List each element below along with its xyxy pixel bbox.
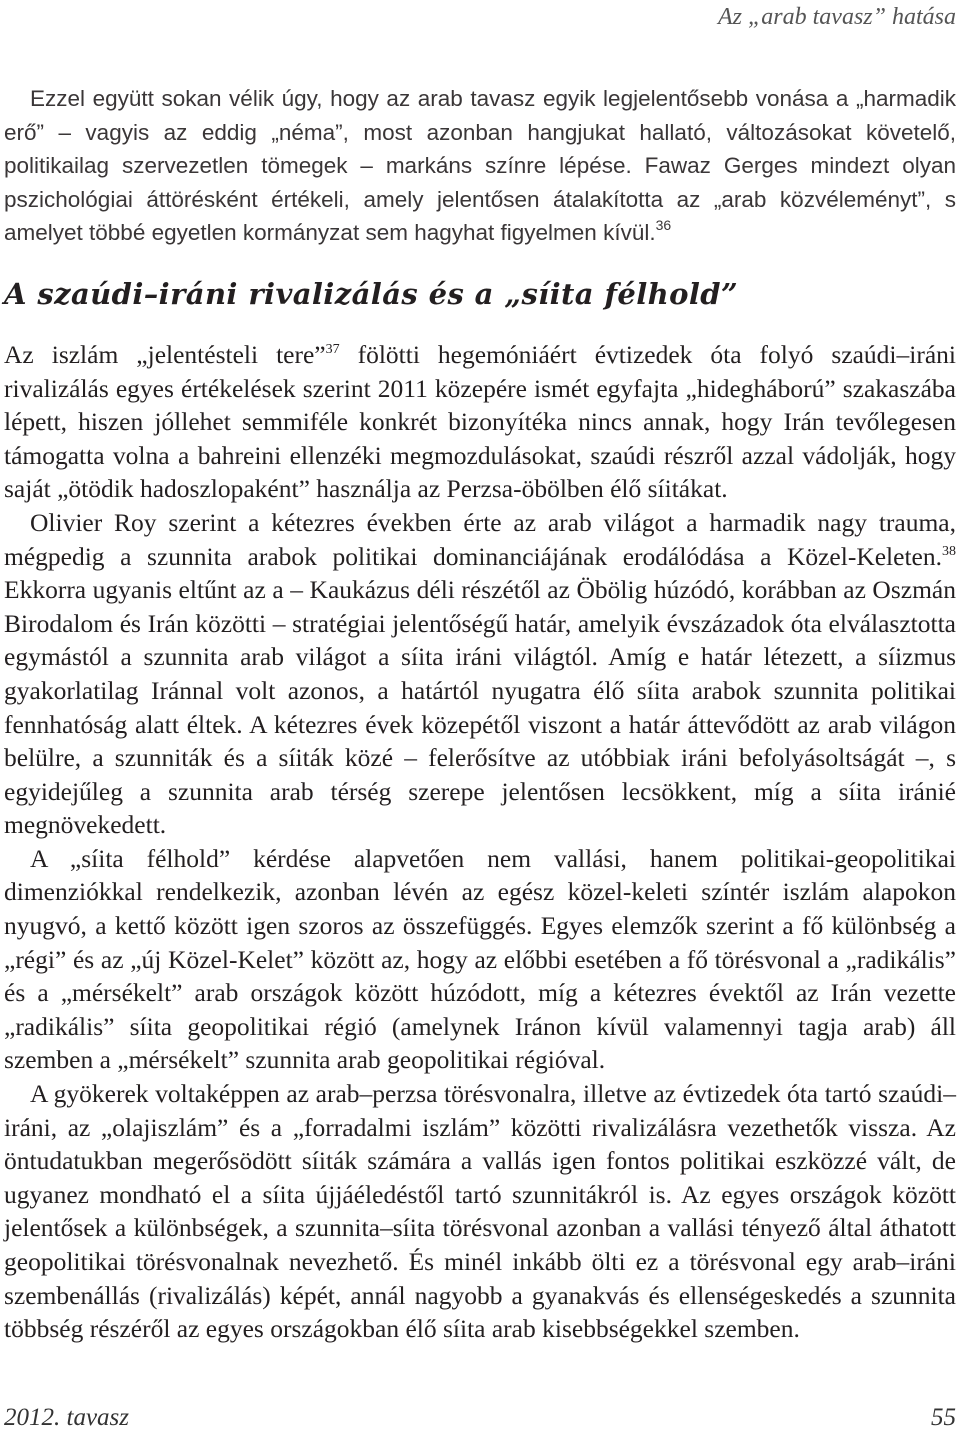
page-footer bbox=[4, 1404, 956, 1438]
paragraph-3 bbox=[4, 506, 956, 842]
article-body bbox=[4, 82, 956, 1346]
paragraph-3-rest: Ekkorra ugyanis eltűnt az a – Kaukázus déli részétől az Öbölig húzódó, korábban az Oszmán Birodalom és Irán közötti – stratégiai jelentőségű határ, amelyik évszázadok óta elválasztotta egymástól a szunnita arab világot a síita iráni világtól. Amíg e határ létezett, a síizmus gyakorlatilag Iránnal volt azonos, a határtól nyugatra élő síita arabok szunnita politikai fennhatóság alatt éltek. A kétezres évek közepétől viszont a határ áttevődött az arab világon belülre, a szunniták és a síiták közé – felerősítve az utóbbiak iráni befolyásoltságát –, s egyidejűleg a szunnita arab térség szerepe jelentősen lecsökkent, míg a síita iránié megnövekedett. bbox=[4, 575, 956, 840]
footnote-ref-38: 38 bbox=[942, 543, 956, 559]
paragraph-2-rest: fölötti hegemóniáért évtizedek óta folyó szaúdi–iráni rivalizálás egyes értékelések szerint 2011 közepére ismét egyfajta „hidegháború” szakaszába lépett, hiszen jóllehet semmiféle konkrét bizonyítéka nincs annak, hogy Irán tevőlegesen támogatta volna a bahreini ellenzéki megmozdulásokat, szaúdi részről azzal vádolják, hogy saját „ötödik hadoszlopaként” használja az Perzsa-öbölben élő síitákat. bbox=[4, 339, 956, 504]
section-heading: A szaúdi–iráni rivalizálás és a „síita félhold” bbox=[4, 276, 739, 311]
paragraph-5: A gyökerek voltaképpen az arab–perzsa törésvonalra, illetve az évtizedek óta tartó szaúdi–iráni, az „olajiszlám” és a „forradalmi iszlám” közötti rivalizálásra vezethetők vissza. Az öntudatukban megerősödött síiták számára a vallás igen fontos politikai eszközzé vált, de ugyanez mondható el a síita újjáéledéstől tartó szunnitákról is. Az egyes országok között jelentősek a különbségek, a szunnita–síita törésvonal azonban a vallási tényező által áthatott geopolitikai törésvonalnak nevezhető. És minél inkább ölti ez a törésvonal egy arab–iráni szembenállás (rivalizálás) képét, annál nagyobb a gyanakvás és ellenségeskedés a szunnita többség részéről az egyes országokban élő síita arab kisebbségekkel szemben. bbox=[4, 1079, 956, 1344]
page-number: 55 bbox=[931, 1404, 956, 1431]
footnote-ref-37: 37 bbox=[325, 341, 340, 357]
intro-paragraph bbox=[4, 82, 956, 250]
paragraph-4: A „síita félhold” kérdése alapvetően nem vallási, hanem politikai-geopolitikai dimenziókkal rendelkezik, azonban lévén az egész közel-keleti színtér iszlám alapokon nyugvó, a kettő között igen szoros az összefüggés. Egyes elemzők szerint a fő különbség a „régi” és az „új Közel-Kelet” között az, hogy az előbbi esetében a fő törésvonal a „radikális” és a „mérsékelt” arab országok között húzódott, míg a kétezres évektől az Irán vezette „radikális” síita geopolitikai régió (amelynek Iránon kívül valamennyi tagja arab) áll szemben a „mérsékelt” szunnita arab geopolitikai régióval. bbox=[4, 843, 956, 1075]
paragraph-3-lead: Olivier Roy szerint a kétezres években érte az arab világot a harmadik nagy trauma, mégpedig a szunnita arabok politikai dominanciájának erodálódása a Közel-Keleten. bbox=[4, 507, 956, 571]
paragraph-2 bbox=[4, 338, 956, 506]
issue-label: 2012. tavasz bbox=[4, 1404, 129, 1431]
running-header: Az „arab tavasz” hatása bbox=[717, 4, 956, 30]
paragraph-2-lead: Az iszlám „jelentésteli tere” bbox=[4, 339, 326, 369]
footnote-ref-36: 36 bbox=[655, 217, 672, 234]
intro-text: Ezzel együtt sokan vélik úgy, hogy az arab tavasz egyik legjelentősebb vonása a „harmadik erő” – vagyis az eddig „néma”, most azonban hangjukat hallató, változásokat követelő, politikailag szervezetlen tömegek – markáns színre lépése. Fawaz Gerges mindezt olyan pszichológiai áttörésként értékeli, amely jelentősen átalakította az „arab közvéleményt”, s amelyet többé egyetlen kormányzat sem hagyhat figyelmen kívül. bbox=[4, 86, 956, 246]
